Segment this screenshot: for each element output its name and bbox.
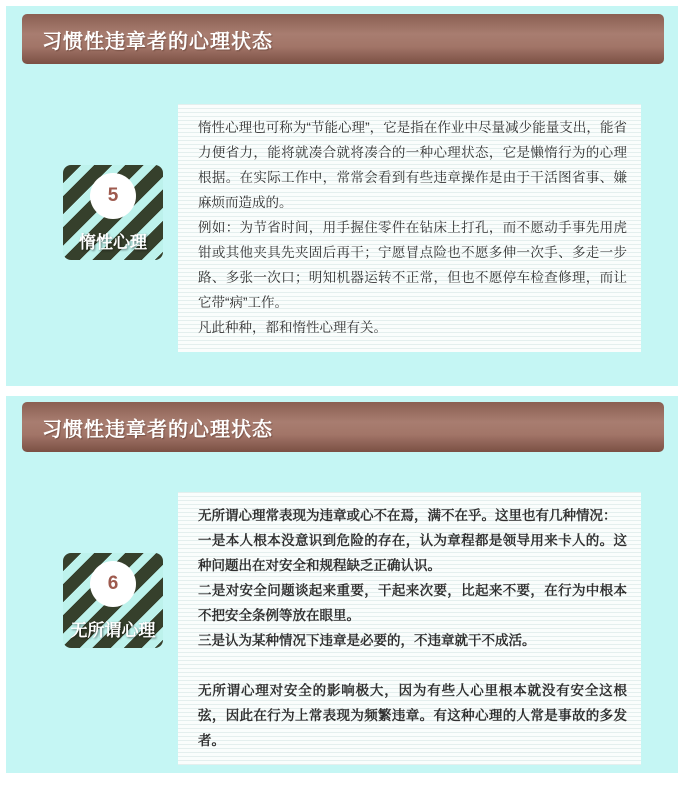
badge-number-circle [90,173,136,219]
slide-1-title: 习惯性违章者的心理状态 [42,30,273,53]
badge-inertia-psychology [63,165,163,260]
slide-1-paragraph: 凡此种种，都和惰性心理有关。 [198,320,387,335]
slide-2-paragraph: 无所谓心理对安全的影响极大，因为有些人心里根本就没有安全这根弦，因此在行为上常表现为频繁违章。有这种心理的人常是事故的多发者。 [198,683,627,748]
slide-2-paragraph: 三是认为某种情况下违章是必要的，不违章就干不成活。 [198,633,536,648]
slide-2-paragraph: 一是本人根本没意识到危险的存在，认为章程都是领导用来卡人的。这种问题出在对安全和规程缺乏正确认识。 [198,533,627,573]
slide-2-paragraph-spacer [198,653,627,678]
badge-number: 5 [107,185,119,206]
badge-indifference-psychology [63,553,163,648]
slide-1-paragraph: 例如：为节省时间，用手握住零件在钻床上打孔，而不愿动手事先用虎钳或其他夹具先夹固后再干；宁愿冒点险也不愿多伸一次手、多走一步路、多张一次口；明知机器运转不正常，但也不愿停车检查修理，而让它带“病”工作。 [198,220,627,310]
slide-2-title: 习惯性违章者的心理状态 [42,418,273,441]
slide-1-title-bar [22,14,664,64]
slide-1 [6,6,678,386]
slide-1-text-block [178,104,641,352]
page [0,6,686,786]
badge-number: 6 [107,573,119,594]
slide-2 [6,396,678,773]
badge-label: 惰性心理 [79,233,147,252]
slide-2-title-bar [22,402,664,452]
slide-1-paragraph: 惰性心理也可称为“节能心理”，它是指在作业中尽量减少能量支出，能省力便省力，能将就凑合就将凑合的一种心理状态，它是懒惰行为的心理根据。在实际工作中，常常会看到有些违章操作是由于干活图省事、嫌麻烦而造成的。 [198,120,627,210]
badge-label: 无所谓心理 [70,621,156,640]
badge-number-circle [90,561,136,607]
slide-2-text-block [178,492,641,765]
slide-2-paragraph: 无所谓心理常表现为违章或心不在焉，满不在乎。这里也有几种情况： [198,508,617,523]
slide-2-paragraph: 二是对安全问题谈起来重要，干起来次要，比起来不要，在行为中根本不把安全条例等放在眼里。 [198,583,627,623]
